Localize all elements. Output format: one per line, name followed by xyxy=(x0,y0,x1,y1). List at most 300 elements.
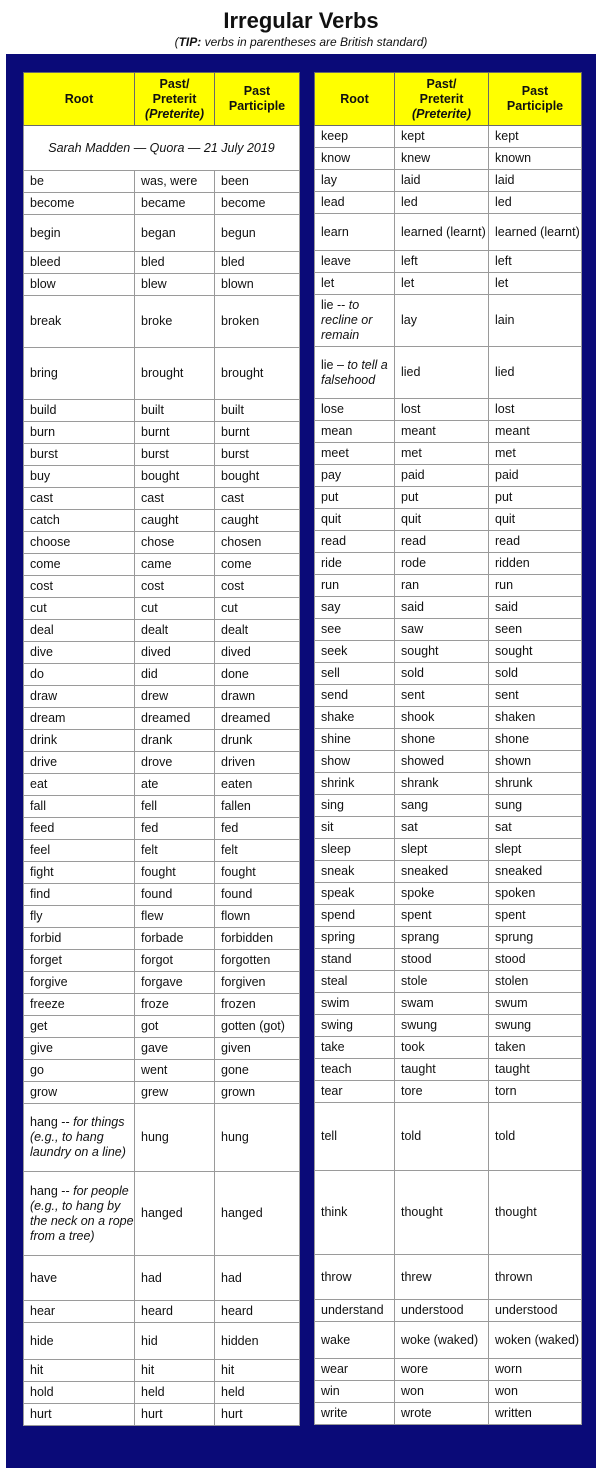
root-word: forgive xyxy=(30,975,68,989)
cell-participle: cut xyxy=(215,598,300,620)
table-row xyxy=(24,1301,300,1323)
cell-participle: thought xyxy=(489,1171,582,1255)
cell-participle: frozen xyxy=(215,994,300,1016)
cell-participle: swum xyxy=(489,993,582,1015)
cell-participle: written xyxy=(489,1403,582,1425)
cell-participle: broken xyxy=(215,296,300,348)
table-row xyxy=(315,465,582,487)
cell-root xyxy=(315,839,395,861)
cell-root xyxy=(315,795,395,817)
root-word: fall xyxy=(30,799,46,813)
cell-root xyxy=(315,273,395,295)
root-word: stand xyxy=(321,952,352,966)
root-word: speak xyxy=(321,886,355,900)
table-row xyxy=(24,796,300,818)
table-row xyxy=(315,148,582,170)
cell-root xyxy=(315,1081,395,1103)
cell-past: dealt xyxy=(135,620,215,642)
cell-participle: led xyxy=(489,192,582,214)
table-row xyxy=(24,348,300,400)
cell-participle: had xyxy=(215,1256,300,1301)
cell-root xyxy=(315,1403,395,1425)
table-row xyxy=(24,422,300,444)
cell-participle: learned (learnt) xyxy=(489,214,582,251)
table-row xyxy=(24,215,300,252)
cell-past: met xyxy=(395,443,489,465)
cell-past: slept xyxy=(395,839,489,861)
cell-root xyxy=(24,796,135,818)
root-word: ride xyxy=(321,556,342,570)
root-word: choose xyxy=(30,535,71,549)
root-word: understand xyxy=(321,1303,384,1317)
root-word: fly xyxy=(30,909,43,923)
cell-participle: heard xyxy=(215,1301,300,1323)
cell-participle: burnt xyxy=(215,422,300,444)
cell-past: flew xyxy=(135,906,215,928)
cell-participle: gotten (got) xyxy=(215,1016,300,1038)
table-row xyxy=(315,487,582,509)
table-row xyxy=(24,664,300,686)
cell-root xyxy=(24,906,135,928)
root-word: spring xyxy=(321,930,356,944)
cell-past: bled xyxy=(135,252,215,274)
cell-participle: thrown xyxy=(489,1255,582,1300)
cell-past: hanged xyxy=(135,1172,215,1256)
cell-root xyxy=(24,1256,135,1301)
cell-root xyxy=(315,1015,395,1037)
cell-past: stole xyxy=(395,971,489,993)
cell-root xyxy=(24,840,135,862)
cell-participle: slept xyxy=(489,839,582,861)
root-word: sing xyxy=(321,798,344,812)
table-row xyxy=(315,597,582,619)
cell-participle: cost xyxy=(215,576,300,598)
table-row xyxy=(315,509,582,531)
table-row xyxy=(24,488,300,510)
cell-participle: built xyxy=(215,400,300,422)
cell-past: drew xyxy=(135,686,215,708)
tip-text: verbs in parentheses are British standard) xyxy=(201,35,428,49)
cell-root xyxy=(315,751,395,773)
table-row xyxy=(24,193,300,215)
cell-root xyxy=(24,708,135,730)
table-row xyxy=(315,839,582,861)
cell-past: sprang xyxy=(395,927,489,949)
root-word: put xyxy=(321,490,339,504)
root-word: blow xyxy=(30,277,56,291)
cell-participle: left xyxy=(489,251,582,273)
cell-root xyxy=(24,274,135,296)
root-word: keep xyxy=(321,129,349,143)
root-word: freeze xyxy=(30,997,65,1011)
cell-past: spent xyxy=(395,905,489,927)
table-row xyxy=(24,818,300,840)
table-row xyxy=(24,906,300,928)
table-row xyxy=(315,347,582,399)
cell-participle: spent xyxy=(489,905,582,927)
table-row xyxy=(24,1060,300,1082)
cell-participle: fallen xyxy=(215,796,300,818)
root-word: seek xyxy=(321,644,348,658)
cell-participle: sat xyxy=(489,817,582,839)
cell-root xyxy=(24,730,135,752)
cell-root xyxy=(315,1322,395,1359)
cell-root xyxy=(24,1060,135,1082)
root-word: lead xyxy=(321,195,345,209)
root-word: sneak xyxy=(321,864,355,878)
cell-root xyxy=(315,597,395,619)
cell-root xyxy=(315,861,395,883)
table-row xyxy=(24,1382,300,1404)
cell-past: dived xyxy=(135,642,215,664)
cell-root xyxy=(24,884,135,906)
cell-past: became xyxy=(135,193,215,215)
root-word: shake xyxy=(321,710,355,724)
cell-participle: fought xyxy=(215,862,300,884)
table-row xyxy=(24,274,300,296)
cell-root xyxy=(315,971,395,993)
cell-participle: felt xyxy=(215,840,300,862)
root-word: do xyxy=(30,667,44,681)
cell-past: found xyxy=(135,884,215,906)
root-word: read xyxy=(321,534,347,548)
cell-participle: paid xyxy=(489,465,582,487)
cell-past: burnt xyxy=(135,422,215,444)
credit-text: Sarah Madden — Quora — 21 July 2019 xyxy=(24,126,300,171)
cell-root xyxy=(24,576,135,598)
cell-past: put xyxy=(395,487,489,509)
cell-root xyxy=(315,1103,395,1171)
table-row xyxy=(315,751,582,773)
cell-participle: dreamed xyxy=(215,708,300,730)
table-row xyxy=(315,421,582,443)
table-row xyxy=(24,576,300,598)
cell-past: shrank xyxy=(395,773,489,795)
table-row xyxy=(315,663,582,685)
cell-past: learned (learnt) xyxy=(395,214,489,251)
table-row xyxy=(315,861,582,883)
root-word: forbid xyxy=(30,931,62,945)
cell-past: broke xyxy=(135,296,215,348)
cell-past: lay xyxy=(395,295,489,347)
table-row xyxy=(24,171,300,193)
cell-past: meant xyxy=(395,421,489,443)
cell-participle: held xyxy=(215,1382,300,1404)
cell-root xyxy=(24,171,135,193)
cell-root xyxy=(315,1381,395,1403)
cell-past: heard xyxy=(135,1301,215,1323)
cell-past: dreamed xyxy=(135,708,215,730)
cell-past: drove xyxy=(135,752,215,774)
root-word: win xyxy=(321,1384,340,1398)
table-row xyxy=(315,170,582,192)
cell-participle: woken (waked) xyxy=(489,1322,582,1359)
cell-root xyxy=(24,422,135,444)
root-word: steal xyxy=(321,974,348,988)
cell-participle: run xyxy=(489,575,582,597)
root-word: become xyxy=(30,196,75,210)
root-word: give xyxy=(30,1041,53,1055)
cell-root xyxy=(315,1171,395,1255)
cell-participle: eaten xyxy=(215,774,300,796)
root-word: think xyxy=(321,1205,348,1219)
table-row xyxy=(315,1059,582,1081)
root-word: meet xyxy=(321,446,349,460)
cell-past: got xyxy=(135,1016,215,1038)
cell-root xyxy=(24,554,135,576)
cell-participle: shaken xyxy=(489,707,582,729)
table-row xyxy=(24,510,300,532)
tip-open-paren: ( xyxy=(174,35,179,49)
root-word: catch xyxy=(30,513,60,527)
cell-root xyxy=(24,488,135,510)
cell-participle: dived xyxy=(215,642,300,664)
cell-past: burst xyxy=(135,444,215,466)
table-row xyxy=(315,251,582,273)
table-row xyxy=(24,598,300,620)
cell-participle: said xyxy=(489,597,582,619)
cell-root xyxy=(24,994,135,1016)
cell-root xyxy=(24,928,135,950)
cell-root xyxy=(315,1359,395,1381)
cell-root xyxy=(315,251,395,273)
table-row xyxy=(24,862,300,884)
root-word: quit xyxy=(321,512,342,526)
cell-past: drank xyxy=(135,730,215,752)
cell-past: let xyxy=(395,273,489,295)
header-past: Past/ Preterit (Preterite) xyxy=(135,73,215,126)
cell-past: kept xyxy=(395,126,489,148)
cell-past: forgave xyxy=(135,972,215,994)
table-row xyxy=(315,1255,582,1300)
cell-root xyxy=(24,252,135,274)
cell-past: sneaked xyxy=(395,861,489,883)
table-row xyxy=(315,993,582,1015)
cell-past: did xyxy=(135,664,215,686)
cell-participle: understood xyxy=(489,1300,582,1322)
cell-root xyxy=(24,466,135,488)
root-word: cost xyxy=(30,579,53,593)
cell-participle: stood xyxy=(489,949,582,971)
cell-participle: done xyxy=(215,664,300,686)
root-word: get xyxy=(30,1019,48,1033)
table-row xyxy=(315,1403,582,1425)
cell-root xyxy=(315,421,395,443)
root-word: feel xyxy=(30,843,51,857)
cell-root xyxy=(24,1301,135,1323)
root-word: burn xyxy=(30,425,56,439)
cell-participle: swung xyxy=(489,1015,582,1037)
root-word: sit xyxy=(321,820,334,834)
root-word: dream xyxy=(30,711,66,725)
cell-root xyxy=(24,774,135,796)
table-header-row xyxy=(24,73,300,126)
root-word: have xyxy=(30,1270,58,1285)
cell-root xyxy=(24,510,135,532)
root-word: drive xyxy=(30,755,58,769)
cell-root xyxy=(24,686,135,708)
cell-root xyxy=(315,575,395,597)
cell-past: built xyxy=(135,400,215,422)
table-row xyxy=(315,641,582,663)
root-word: go xyxy=(30,1063,44,1077)
page-tip xyxy=(0,35,602,49)
cell-root xyxy=(315,685,395,707)
table-row xyxy=(315,1037,582,1059)
cell-past: shook xyxy=(395,707,489,729)
cell-past: forbade xyxy=(135,928,215,950)
cell-past: swung xyxy=(395,1015,489,1037)
cell-participle: let xyxy=(489,273,582,295)
cell-root xyxy=(315,465,395,487)
cell-participle: lain xyxy=(489,295,582,347)
cell-participle: kept xyxy=(489,126,582,148)
cell-root xyxy=(24,1404,135,1426)
cell-participle: become xyxy=(215,193,300,215)
cell-root xyxy=(315,399,395,421)
cell-participle: burst xyxy=(215,444,300,466)
root-word: mean xyxy=(321,424,353,438)
cell-participle: hit xyxy=(215,1360,300,1382)
cell-root xyxy=(315,641,395,663)
tip-label: TIP: xyxy=(178,35,202,49)
cell-past: sent xyxy=(395,685,489,707)
root-word: begin xyxy=(30,225,61,240)
root-word: shrink xyxy=(321,776,355,790)
cell-participle: flown xyxy=(215,906,300,928)
table-row xyxy=(315,126,582,148)
cell-root xyxy=(24,215,135,252)
cell-participle: shown xyxy=(489,751,582,773)
root-word: hit xyxy=(30,1363,44,1377)
table-row xyxy=(315,295,582,347)
root-word: fight xyxy=(30,865,54,879)
cell-root xyxy=(24,1360,135,1382)
cell-participle: met xyxy=(489,443,582,465)
root-word: wear xyxy=(321,1362,349,1376)
cell-root xyxy=(315,192,395,214)
root-word: lie -- xyxy=(321,298,346,312)
cell-past: laid xyxy=(395,170,489,192)
table-row xyxy=(315,553,582,575)
root-word: find xyxy=(30,887,51,901)
header-past: Past/ Preterit (Preterite) xyxy=(395,73,489,126)
cell-past: fought xyxy=(135,862,215,884)
cell-root xyxy=(24,752,135,774)
cell-past: paid xyxy=(395,465,489,487)
root-word: see xyxy=(321,622,342,636)
cell-root xyxy=(315,347,395,399)
cell-participle: sung xyxy=(489,795,582,817)
cell-root xyxy=(24,642,135,664)
cell-past: forgot xyxy=(135,950,215,972)
cell-past: had xyxy=(135,1256,215,1301)
cell-participle: drunk xyxy=(215,730,300,752)
root-word: swim xyxy=(321,996,350,1010)
usage-note: to recline or remain xyxy=(321,298,373,342)
cell-participle: lost xyxy=(489,399,582,421)
table-row xyxy=(315,1381,582,1403)
table-row xyxy=(315,773,582,795)
cell-past: hurt xyxy=(135,1404,215,1426)
table-row xyxy=(315,927,582,949)
cell-past: bought xyxy=(135,466,215,488)
cell-root xyxy=(315,126,395,148)
cell-past: froze xyxy=(135,994,215,1016)
root-word: say xyxy=(321,600,341,614)
cell-root xyxy=(24,532,135,554)
cell-past: wore xyxy=(395,1359,489,1381)
table-row xyxy=(24,466,300,488)
table-row xyxy=(24,972,300,994)
root-word: spend xyxy=(321,908,356,922)
root-word: eat xyxy=(30,777,48,791)
cell-past: sought xyxy=(395,641,489,663)
root-word: bring xyxy=(30,366,58,380)
cell-past: cast xyxy=(135,488,215,510)
cell-participle: meant xyxy=(489,421,582,443)
usage-note: for things (e.g., to hang laundry on a line) xyxy=(30,1115,126,1159)
cell-past: saw xyxy=(395,619,489,641)
table-row xyxy=(24,686,300,708)
cell-root xyxy=(24,1016,135,1038)
table-row xyxy=(24,1082,300,1104)
root-word: break xyxy=(30,314,62,328)
table-row xyxy=(24,532,300,554)
cell-past: came xyxy=(135,554,215,576)
header-root: Root xyxy=(24,73,135,126)
cell-root xyxy=(24,193,135,215)
cell-participle: given xyxy=(215,1038,300,1060)
root-word: lay xyxy=(321,173,337,187)
cell-past: fell xyxy=(135,796,215,818)
cell-root xyxy=(315,729,395,751)
cell-past: sang xyxy=(395,795,489,817)
cell-root xyxy=(315,214,395,251)
table-row xyxy=(24,620,300,642)
table-row xyxy=(24,994,300,1016)
cell-past: thought xyxy=(395,1171,489,1255)
root-word: come xyxy=(30,557,61,571)
cell-participle: dealt xyxy=(215,620,300,642)
cell-participle: ridden xyxy=(489,553,582,575)
cell-past: said xyxy=(395,597,489,619)
cell-root xyxy=(24,862,135,884)
cell-past: took xyxy=(395,1037,489,1059)
root-word: tell xyxy=(321,1129,337,1143)
cell-past: hid xyxy=(135,1323,215,1360)
table-row xyxy=(315,1300,582,1322)
table-row xyxy=(315,273,582,295)
root-word: hang -- xyxy=(30,1183,70,1198)
cell-participle: caught xyxy=(215,510,300,532)
cell-participle: quit xyxy=(489,509,582,531)
credit-row xyxy=(24,126,300,171)
root-word: hear xyxy=(30,1304,56,1318)
root-word: show xyxy=(321,754,351,768)
cell-past: read xyxy=(395,531,489,553)
cell-root xyxy=(24,348,135,400)
root-word: tear xyxy=(321,1084,343,1098)
cell-participle: brought xyxy=(215,348,300,400)
cell-root xyxy=(24,972,135,994)
root-word: be xyxy=(30,174,44,188)
root-word: let xyxy=(321,276,335,290)
cell-root xyxy=(315,993,395,1015)
cell-root xyxy=(24,1038,135,1060)
cell-past: was, were xyxy=(135,171,215,193)
table-row xyxy=(315,1081,582,1103)
